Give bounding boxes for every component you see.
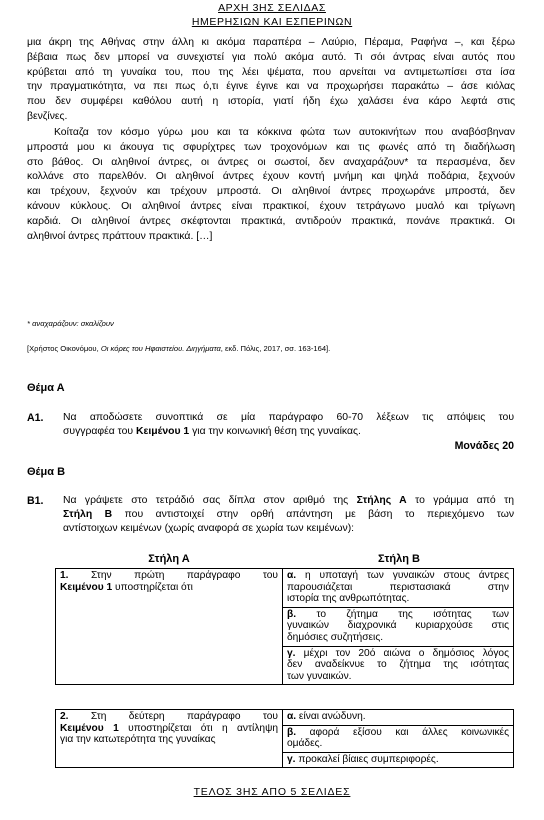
- passage-line: βέβαια πως δεν μπορεί να συνεχιστεί για πολύ ακόμα αυτό. Τι σόι άντρας είναι αυτός που: [27, 51, 515, 63]
- column-b-line: α. είναι ανώδυνη.: [287, 711, 366, 722]
- passage-line: κάνουν κύκλους. Οι αληθινοί άντρες είναι πρακτικοί, έχουν τετράγωνο μυαλό και τρίγωνη: [27, 200, 515, 212]
- column-b-line: δεν αναδείκνυε το ζήτημα της ισότητας: [287, 659, 509, 671]
- passage-paragraph-2: [27, 126, 515, 244]
- column-b-line: των γυναικών.: [287, 670, 352, 682]
- question-b1-text: [63, 494, 514, 535]
- passage-line: και τρέχουν, ξεχνούν και τρέχουν μπροστά. Οι αληθινοί άντρες προχωράνε μπροστά, δεν: [27, 186, 515, 198]
- passage-line: καρδιά. Οι αληθινοί άντρες σκέφτονται πρακτικά, αντιδρούν πρακτικά, πονάνε πρακτικά. Οι: [27, 215, 515, 227]
- question-b1-number: Β1.: [27, 495, 44, 507]
- passage-line: στο βάθος. Οι αληθινοί άντρες, οι άντρες οι σωστοί, δεν αναχαράζουν* τα περασμένα, δεν: [27, 156, 515, 168]
- passage-line: βενζίνες.: [27, 110, 68, 122]
- page-footer: ΤΕΛΟΣ 3ΗΣ ΑΠΟ 5 ΣΕΛΙΔΕΣ: [193, 786, 351, 798]
- passage-line: μπροστά μου κι άκουγα τις σφυρίχτρες των τροχονόμων και τις φωνές από τη διαδήλωση: [27, 141, 515, 153]
- column-a-line: 1. Στην πρώτη παράγραφο του: [60, 570, 278, 581]
- column-a-line: Κειμένου 1 υποστηρίζεται ότι η αντίληψη: [60, 722, 279, 734]
- table-1-column-b-option: [283, 607, 514, 646]
- table-2-row: [56, 710, 514, 726]
- column-a-line: Κειμένου 1 υποστηρίζεται ότι: [60, 581, 193, 593]
- marks-a1: Μονάδες 20: [454, 440, 514, 452]
- question-line: Να γράψετε στο τετράδιό σας δίπλα στον αριθμό της Στήλης Α το γράμμα από τη: [63, 495, 515, 506]
- table-2-column-b-option: [283, 710, 514, 726]
- passage-line: που δεν συμφέρει καθόλου αυτή η ιστορία, γιατί ήδη έχω χαλάσει ένα κάρο λεφτά στις: [27, 96, 515, 108]
- matching-table-1: [55, 568, 514, 685]
- column-a-heading: Στήλη Α: [148, 553, 190, 565]
- passage-line: κολλάνε στο παρελθόν. Οι αληθινοί άντρες έχουν κοντή μνήμη και ψηλά ποδάρια, ξεχνούν: [27, 171, 515, 183]
- passage-line: αληθινοί άντρες πράττουν πρακτικά. […]: [27, 230, 213, 242]
- passage-line: Κοίταζα τον κόσμο γύρω μου και τα κόκκινα φώτα των αυτοκινήτων που αναβόσβηναν: [54, 127, 515, 138]
- table-2-column-b-option: [283, 752, 514, 768]
- question-line: Στήλη Β που αντιστοιχεί στην ορθή απάντηση με βάση το περιεχόμενο των: [63, 508, 515, 520]
- question-a1-text: [63, 411, 514, 439]
- table-1-column-b-option: [283, 569, 514, 608]
- column-a-line: για την κατωτερότητα της γυναίκας: [60, 734, 216, 746]
- column-b-line: β. το ζήτημα της ισότητας των: [287, 608, 509, 620]
- page-header-line-1: ΑΡΧΗ 3ΗΣ ΣΕΛΙΔΑΣ: [218, 2, 326, 14]
- column-b-heading: Στήλη Β: [378, 553, 420, 565]
- passage-line: κρύβεται από τη γυναίκα του, που της λέει ψέματα, που αρνείται να αντιμετωπίσει στα ίσα: [27, 66, 515, 78]
- question-line: αντίστοιχων κειμένων (χωρίς αναφορά σε χωρία των κειμένων):: [63, 522, 355, 534]
- source-citation: [Χρήστος Οικονόμου, Οι κόρες του Ηφαιστείου. Διηγήματα, εκδ. Πόλις, 2017, σσ. 163-164].: [27, 344, 331, 353]
- question-a1-number: Α1.: [27, 412, 44, 424]
- column-b-line: γ. μέχρι τον 20ό αιώνα ο δημόσιος λόγος: [287, 647, 509, 659]
- column-b-line: γ. προκαλεί βίαιες συμπεριφορές.: [287, 753, 439, 765]
- column-b-line: ιστορία της ανθρωπότητας.: [287, 593, 410, 605]
- column-b-line: α. η υποταγή των γυναικών στους άντρες: [287, 570, 509, 581]
- page-header-line-2: ΗΜΕΡΗΣΙΩΝ ΚΑΙ ΕΣΠΕΡΙΝΩΝ: [191, 16, 353, 28]
- table-1-column-a-cell: [56, 569, 283, 685]
- column-b-line: ομάδες.: [287, 738, 323, 750]
- passage-paragraph-1: [27, 36, 515, 125]
- table-1-column-b-option: [283, 646, 514, 685]
- footnote: * αναχαράζουν: σκαλίζουν: [27, 319, 114, 328]
- passage-line: μια άκρη της Αθήνας στην άλλη κι ακόμα παραπέρα – Λαύριο, Πέραμα, Ραφήνα –, και ξέρω: [27, 37, 515, 48]
- table-2-column-b-option: [283, 725, 514, 752]
- matching-table-2: [55, 709, 514, 768]
- column-b-line: β. αφορά εξίσου και άλλες κοινωνικές: [287, 726, 509, 738]
- passage-line: την πραγματικότητα, να πει πως ό,τι έγινε έγινε και να προχωρήσει παρακάτω – άσε κιόλας: [27, 81, 515, 93]
- column-b-line: δημόσιες συζητήσεις.: [287, 631, 384, 643]
- column-b-line: γυναικών διαχρονικά κυριαρχούσε στις: [287, 620, 509, 632]
- thema-b-title: Θέμα Β: [27, 466, 66, 478]
- column-b-line: παρουσιάζεται περιστασιακά στην: [287, 581, 509, 593]
- table-2-column-a-cell: [56, 710, 283, 768]
- table-1-row: [56, 569, 514, 608]
- thema-a-title: Θέμα Α: [27, 382, 65, 394]
- column-a-line: 2. Στη δεύτερη παράγραφο του: [60, 711, 278, 722]
- question-line: συγγραφέα του Κειμένου 1 για την κοινωνική θέση της γυναίκας.: [63, 425, 361, 437]
- question-line: Να αποδώσετε συνοπτικά σε μία παράγραφο 60-70 λέξεων τις απόψεις του: [63, 412, 514, 423]
